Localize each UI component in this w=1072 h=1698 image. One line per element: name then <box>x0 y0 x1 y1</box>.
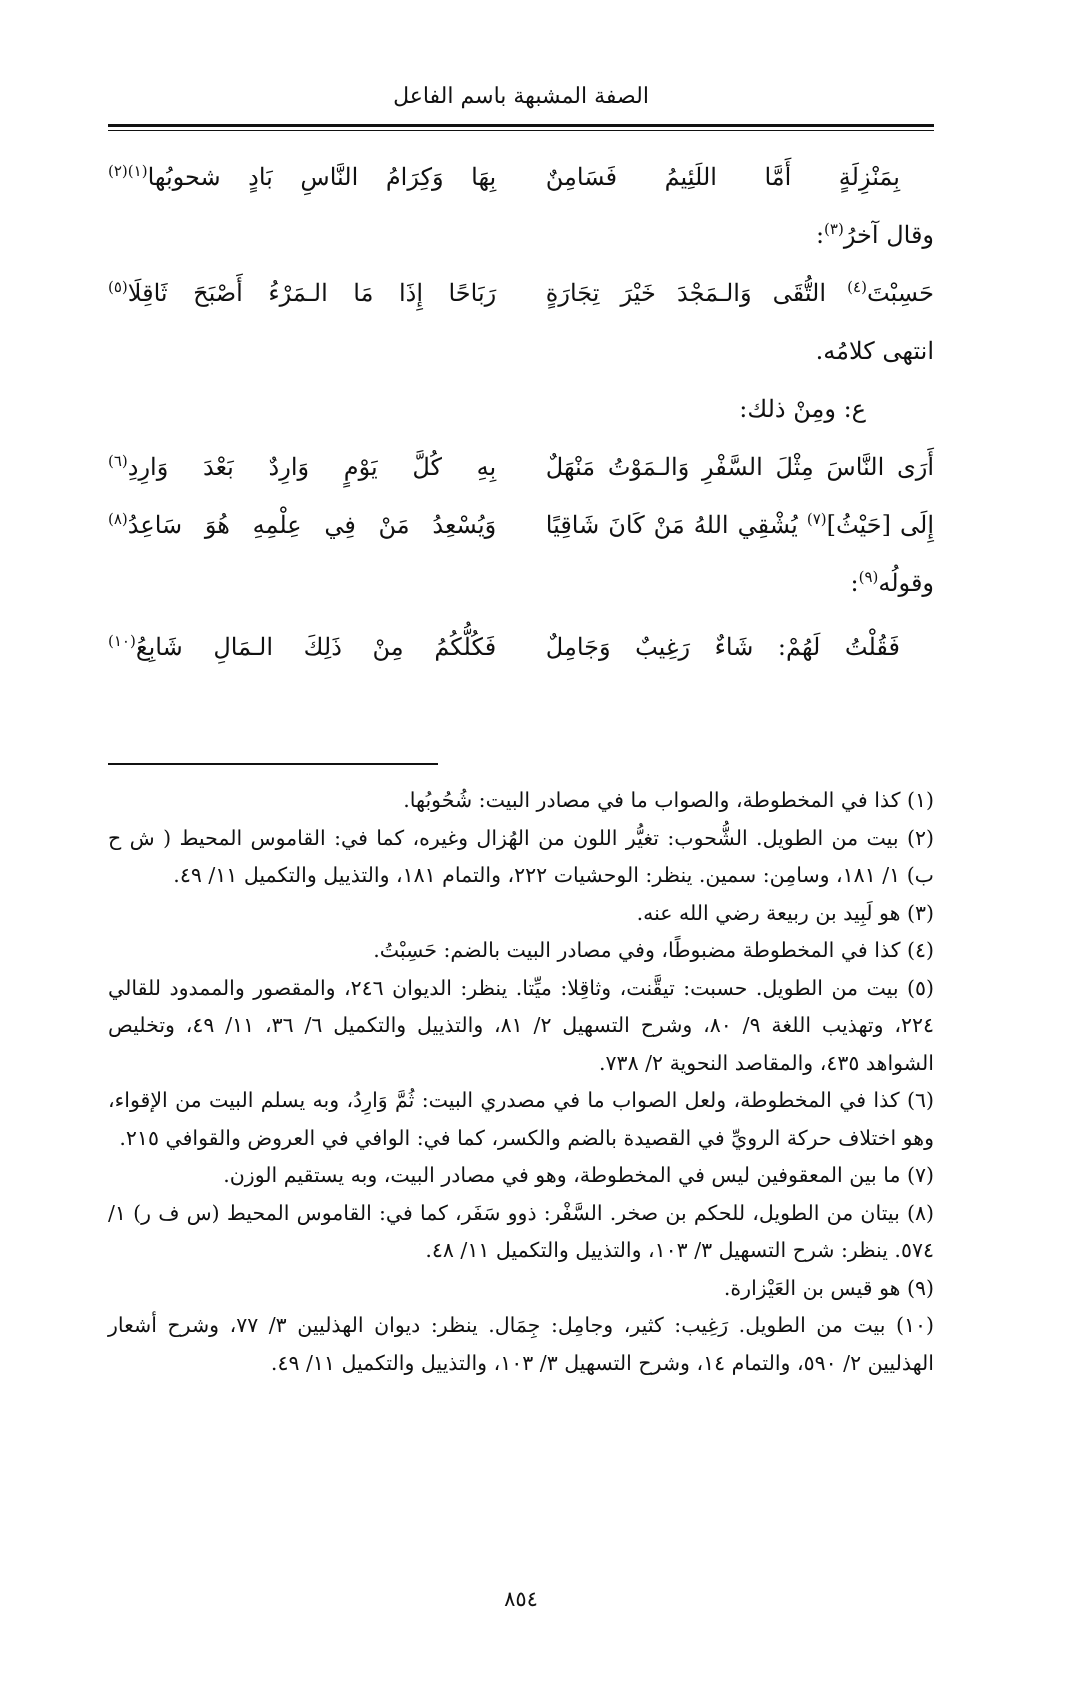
verse-line-3 <box>108 438 934 496</box>
footnote-7: (٧) ما بين المعقوفين ليس في المخطوطة، وهو في مصادر البيت، وبه يستقيم الوزن. <box>223 1163 934 1187</box>
verse-line-2 <box>108 264 934 322</box>
main-text <box>108 148 934 676</box>
footnote-10: (١٠) بيت من الطويل. رَغِيب: كثير، وجامِل: جِمَال. ينظر: ديوان الهذليين ٣/ ٧٧، وشرح أشعار الهذليين ٢/ ٥٩٠، والتمام ١٤، وشرح التسهيل ٣/ ١٠٣، والتذييل والتكميل ١١/ ٤٩. <box>108 1313 934 1375</box>
header-rule-thick <box>108 124 934 127</box>
verse-4-first-hemistich <box>546 496 934 554</box>
footnote-4: (٤) كذا في المخطوطة مضبوطًا، وفي مصادر البيت بالضم: حَسِبْتُ. <box>373 938 934 962</box>
footnote-ref-8: (٨) <box>108 510 128 528</box>
verse-line-1 <box>108 148 934 206</box>
verse-4-first-text-b: يُشْقِي اللهُ مَنْ كَانَ شَاقِيًا <box>545 511 807 539</box>
footnote-ref-5: (٥) <box>108 278 128 296</box>
header-rule-thin <box>108 130 934 131</box>
page-number: ٨٥٤ <box>504 1587 538 1611</box>
verse-line-4 <box>108 496 934 554</box>
verse-2-second-hemistich <box>108 264 496 322</box>
verse-1-first-hemistich: بِمَنْزِلَةٍ أَمَّا اللَئِيمُ فَسَامِنٌ <box>545 163 900 191</box>
footnote-ref-1-2: (١)(٢) <box>108 162 148 180</box>
footnote-ref-9: (٩) <box>858 568 879 586</box>
verse-3-first-hemistich: أَرَى النَّاسَ مِثْلَ السَّفْرِ وَالـمَوْتُ مَنْهَلٌ <box>545 453 934 481</box>
paragraph-colon: : <box>850 569 859 597</box>
footnote-ref-10: (١٠) <box>108 632 136 650</box>
paragraph-colon: : <box>815 221 825 249</box>
verse-5-second-text: فَكُلُّكُمُ مِنْ ذَلِكَ الـمَالِ شَابِعُ <box>135 633 497 661</box>
verse-2-second-text: رَبَاحًا إِذَا مَا الـمَرْءُ أَصْبَحَ ثَاقِلَا <box>127 279 497 307</box>
verse-line-5 <box>108 618 934 676</box>
verse-2-first-text-b: التُّقَى وَالـمَجْدَ خَيْرَ تِجَارَةٍ <box>545 279 848 307</box>
running-title: الصفة المشبهة باسم الفاعل <box>393 84 649 109</box>
verse-2-first-text-a: حَسِبْتَ <box>866 279 934 307</box>
footnote-1: (١) كذا في المخطوطة، والصواب ما في مصادر البيت: شُحُوبُها. <box>403 788 934 812</box>
verse-3-second-hemistich <box>108 438 496 496</box>
footnote-3: (٣) هو لَبِيد بن ربيعة رضي الله عنه. <box>636 900 934 925</box>
footnote-2: (٢) بيت من الطويل. الشُّحوب: تغيُّر اللون من الهُزال وغيره، كما في: القاموس المحيط ( ش ح ب) ١/ ١٨١، وسامِن: سمين. ينظر: الوحشيات ٢٢٢، والتمام ١٨١، والتذييل والتكميل ١١/ ٤٩. <box>108 825 934 887</box>
verse-2-first-hemistich <box>546 264 934 322</box>
footnote-5: (٥) بيت من الطويل. حسبت: تيقَّنت، وثاقِلا: ميِّتا. ينظر: الديوان ٢٤٦، والمقصور والممدود للقالي ٢٢٤، وتهذيب اللغة ٩/ ٨٠، وشرح التسهيل ٢/ ٨١، والتذييل والتكميل ٦/ ٣٦، ١١/ ٤٩، وتخليص الشواهد ٤٣٥، والمقاصد النحوية ٢/ ٧٣٨. <box>108 975 934 1075</box>
verse-4-second-hemistich <box>108 496 496 554</box>
paragraph-wa-min-dhalik: ع: ومِنْ ذلك: <box>739 395 866 423</box>
footnote-ref-7: (٧) <box>806 510 827 528</box>
verse-3-second-text: بِهِ كُلَّ يَوْمٍ وَارِدٌ بَعْدَ وَارِدِ <box>127 453 497 481</box>
footnote-ref-6: (٦) <box>108 452 128 470</box>
verse-1-second-hemistich <box>108 148 496 206</box>
footnote-8: (٨) بيتان من الطويل، للحكم بن صخر. السَّفْر: ذوو سَفَر، كما في: القاموس المحيط (س ف ر) ١/ ٥٧٤. ينظر: شرح التسهيل ٣/ ١٠٣، والتذييل والتكميل ١١/ ٤٨. <box>108 1200 934 1262</box>
footnote-9: (٩) هو قيس بن العَيْزارة. <box>723 1275 934 1300</box>
footnote-6: (٦) كذا في المخطوطة، ولعل الصواب ما في مصدري البيت: ثُمَّ وَارِدُ، وبه يسلم البيت من الإقواء، وهو اختلاف حركة الرويِّ في القصيدة بالضم والكسر، كما في: الوافي في العروض والقوافي ٢١٥. <box>108 1088 934 1150</box>
footnotes <box>108 782 934 1382</box>
paragraph-qala-akhar <box>108 206 934 264</box>
verse-4-first-text-a: إِلَى [حَيْثُ] <box>826 511 934 539</box>
paragraph-text: وقولُه <box>878 569 934 597</box>
footnote-ref-3: (٣) <box>824 220 844 238</box>
verse-5-second-hemistich <box>108 618 496 676</box>
paragraph-intaha: انتهى كلامُه. <box>815 337 934 365</box>
paragraph-wa-qawluhu <box>108 554 934 612</box>
footnote-ref-4: (٤) <box>847 278 867 296</box>
verse-1-second-text: بِهَا وَكِرَامُ النَّاسِ بَادٍ شحوبُها <box>147 163 497 191</box>
paragraph-text: وقال آخرُ <box>843 221 934 249</box>
book-page <box>108 0 934 1698</box>
footnote-separator <box>108 763 438 765</box>
verse-4-second-text: وَيُسْعِدُ مَنْ فِي عِلْمِهِ هُوَ سَاعِدُ <box>127 511 497 539</box>
verse-5-first-hemistich: فَقُلْتُ لَهُمْ: شَاءٌ رَغِيبٌ وَجَامِلٌ <box>545 633 900 661</box>
